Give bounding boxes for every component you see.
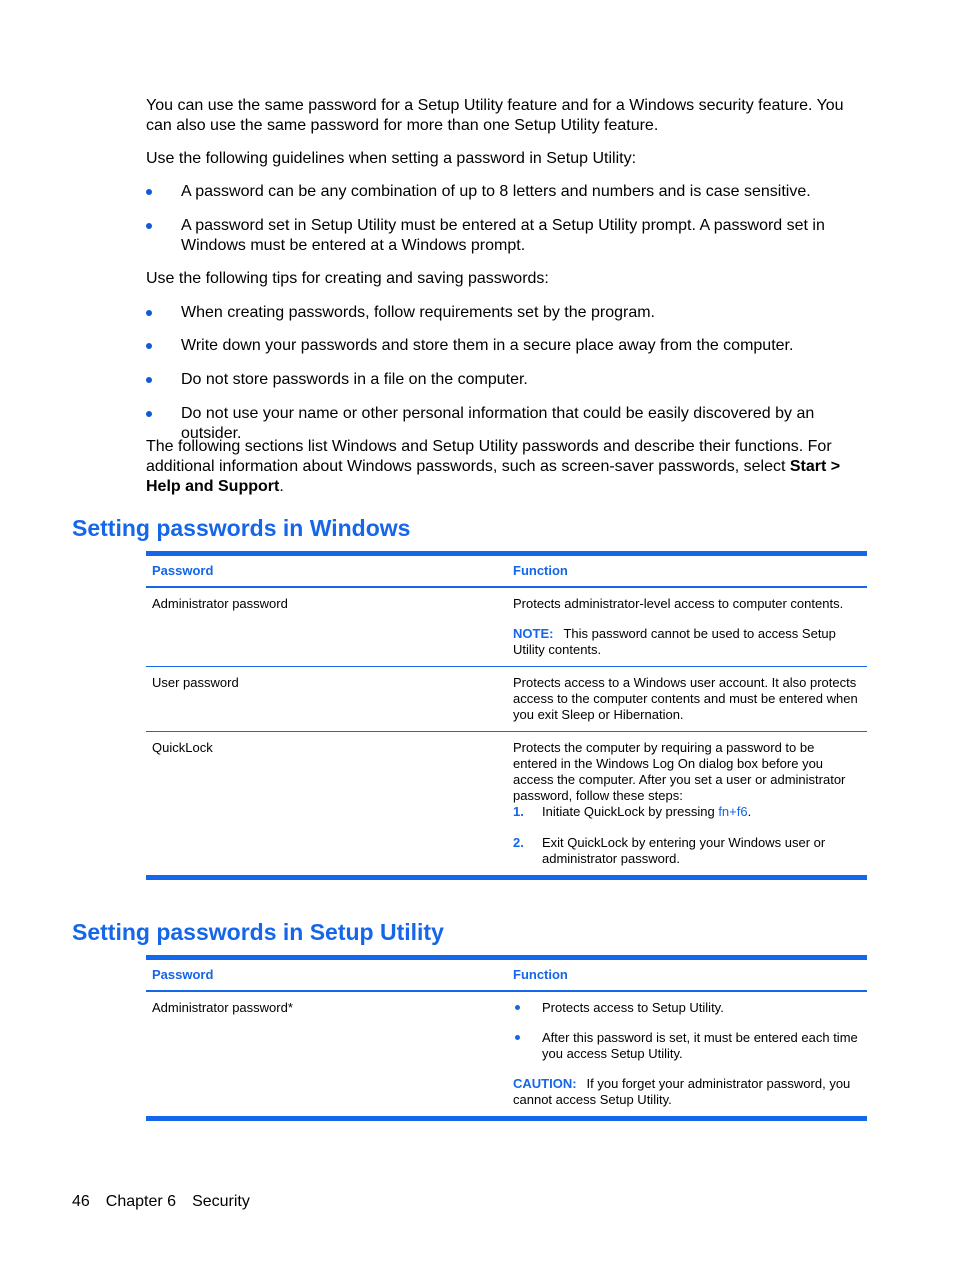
table-row — [146, 992, 867, 1116]
note: NOTE: This password cannot be used to access Setup Utility contents. — [513, 626, 836, 657]
password-function: Protects the computer by requiring a password to be entered in the Windows Log On dialog box before you access the computer. After you set a user or administrator password, follow these steps: 1. Initiate QuickLock by pressing fn+f6. 2. Exit QuickLock by entering your Windows user or administrator password. — [507, 740, 867, 867]
page-number: 46 — [72, 1193, 90, 1210]
password-name: User password — [152, 675, 239, 690]
caution: CAUTION: If you forget your administrator password, you cannot access Setup Utility. — [513, 1076, 851, 1107]
list-item: A password set in Setup Utility must be entered at a Setup Utility prompt. A password set in Windows must be entered at a Windows prompt. — [146, 216, 846, 256]
function-list — [513, 1000, 861, 1062]
bullet-icon — [146, 189, 152, 195]
password-name: QuickLock — [152, 740, 213, 755]
list-item: When creating passwords, follow requirements set by the program. — [146, 303, 868, 323]
password-function: Protects administrator-level access to computer contents. NOTE: This password cannot be used to access Setup Utility contents. — [507, 596, 867, 658]
list-item: 2. Exit QuickLock by entering your Windows user or administrator password. — [513, 835, 826, 866]
intro-paragraph-4: The following sections list Windows and Setup Utility passwords and describe their functions. For additional information about Windows passwords, such as screen-saver passwords, select Start > Help and Support. — [146, 438, 841, 495]
list-item: A password can be any combination of up to 8 letters and numbers and is case sensitive. — [146, 182, 868, 202]
column-header-password: Password — [152, 563, 214, 578]
intro-paragraph-3: Use the following tips for creating and saving passwords: — [146, 270, 549, 287]
column-header-function: Function — [513, 563, 568, 578]
password-name: Administrator password — [152, 596, 288, 611]
list-item: Do not store passwords in a file on the computer. — [146, 370, 868, 390]
caution-label: CAUTION: — [513, 1076, 577, 1091]
table-row — [146, 667, 867, 732]
password-function — [507, 1000, 867, 1108]
bullet-icon — [146, 223, 152, 229]
bullet-icon — [146, 310, 152, 316]
list-item: After this password is set, it must be entered each time you access Setup Utility. — [513, 1030, 861, 1062]
section-heading-setup-utility: Setting passwords in Setup Utility — [72, 919, 444, 945]
guidelines-list — [146, 182, 868, 202]
key-combo: fn+f6 — [718, 804, 748, 819]
guidelines-list-2 — [146, 216, 846, 256]
tips-list-3 — [146, 370, 868, 390]
page-footer — [72, 1192, 266, 1212]
section-heading-windows: Setting passwords in Windows — [72, 515, 411, 541]
tips-list-2 — [146, 336, 868, 356]
note-label: NOTE: — [513, 626, 554, 641]
bullet-icon — [146, 343, 152, 349]
column-header-password: Password — [152, 967, 214, 982]
bullet-icon — [515, 1005, 520, 1010]
bullet-icon — [146, 411, 152, 417]
password-name: Administrator password* — [152, 1000, 293, 1015]
tips-list — [146, 303, 868, 323]
chapter-title: Security — [192, 1193, 250, 1210]
chapter-label: Chapter 6 — [105, 1193, 177, 1210]
setup-utility-passwords-table — [146, 955, 867, 1121]
intro-paragraph-2: Use the following guidelines when setting a password in Setup Utility: — [146, 150, 637, 167]
list-item: Do not use your name or other personal information that could be easily discovered by an outsider. — [146, 404, 868, 444]
list-item: Write down your passwords and store them in a secure place away from the computer. — [146, 336, 868, 356]
column-header-function: Function — [513, 967, 568, 982]
bullet-icon — [146, 377, 152, 383]
list-item: Protects access to Setup Utility. — [513, 1000, 861, 1016]
quicklock-steps — [513, 804, 861, 867]
table-row — [146, 732, 867, 875]
bullet-icon — [515, 1035, 520, 1040]
windows-passwords-table — [146, 551, 867, 880]
menu-path: Start > Help and Support — [146, 458, 841, 495]
table-header — [146, 960, 867, 992]
table-row — [146, 588, 867, 667]
intro-paragraph-1: You can use the same password for a Setup Utility feature and for a Windows security feature. You can also use the same password for more than one Setup Utility feature. — [146, 97, 844, 134]
list-item: 1. Initiate QuickLock by pressing fn+f6. — [513, 804, 752, 819]
table-header — [146, 556, 867, 588]
password-function: Protects access to a Windows user account. It also protects access to the computer contents and must be entered when you exit Sleep or Hibernation. — [513, 675, 858, 722]
